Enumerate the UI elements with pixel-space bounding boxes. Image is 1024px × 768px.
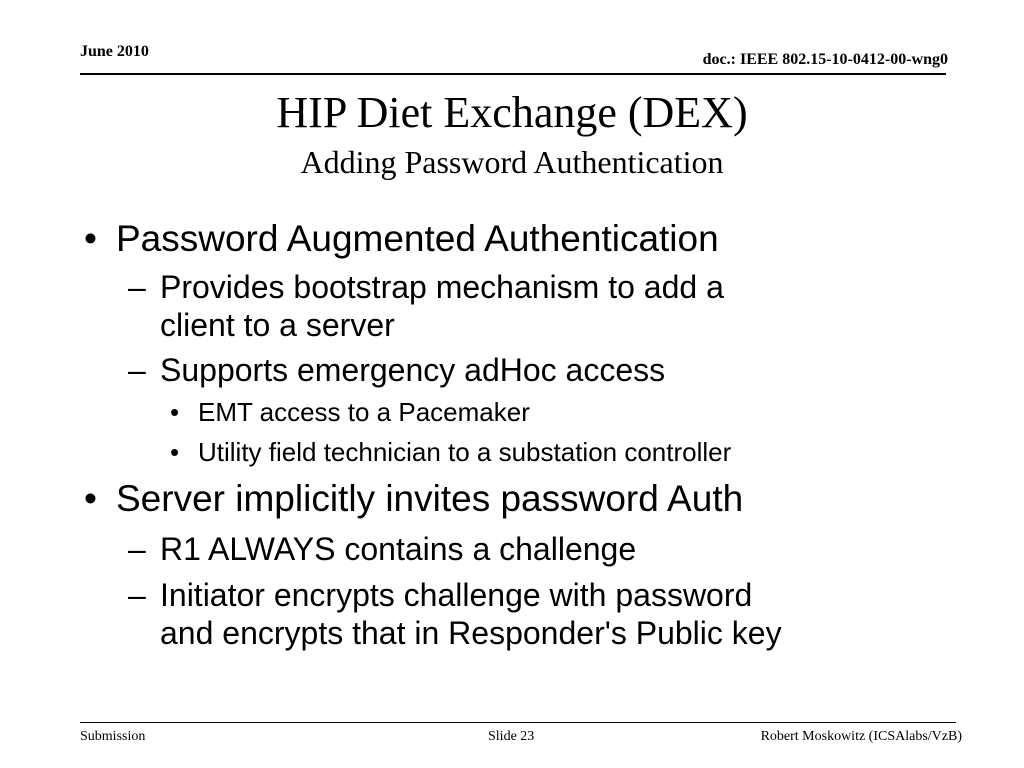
header-rule: [80, 73, 946, 75]
footer-rule: [80, 722, 956, 723]
dash-marker: –: [128, 531, 146, 567]
bullet-text: Supports emergency adHoc access: [160, 352, 666, 388]
bullet-marker: •: [170, 397, 180, 427]
bullet-text: and encrypts that in Responder's Public key: [160, 615, 782, 651]
subbullet-bootstrap-mechanism: [128, 268, 724, 306]
bullet-text: Server implicitly invites password Auth: [116, 478, 744, 519]
subsubbullet-utility-technician: [170, 436, 732, 468]
slide-title: HIP Diet Exchange (DEX): [276, 88, 748, 137]
bullet-text: Utility field technician to a substation controller: [198, 437, 732, 467]
bullet-text: Initiator encrypts challenge with password: [160, 577, 753, 613]
header-date: June 2010: [80, 43, 149, 60]
footer-slide-number: Slide 23: [488, 729, 535, 744]
bullet-marker: •: [84, 218, 97, 259]
bullet-server-invites-auth: [84, 478, 744, 520]
subsubbullet-emt-pacemaker: [170, 396, 530, 428]
footer-submission: Submission: [80, 729, 146, 744]
slide-subtitle: Adding Password Authentication: [300, 144, 724, 180]
dash-marker: –: [128, 577, 146, 613]
bullet-text: Password Augmented Authentication: [116, 218, 719, 259]
bullet-password-augmented-auth: [84, 218, 719, 260]
bullet-text: R1 ALWAYS contains a challenge: [160, 531, 637, 567]
bullet-marker: •: [170, 437, 180, 467]
subbullet-initiator-encrypts: [128, 576, 753, 614]
subbullet-initiator-encrypts-continued: [160, 614, 782, 652]
subbullet-emergency-adhoc: [128, 351, 666, 389]
dash-marker: –: [128, 269, 146, 305]
dash-marker: –: [128, 352, 146, 388]
bullet-marker: •: [84, 478, 97, 519]
bullet-text: EMT access to a Pacemaker: [198, 397, 530, 427]
subbullet-r1-challenge: [128, 530, 637, 568]
bullet-text: client to a server: [160, 307, 395, 343]
header-document-id: doc.: IEEE 802.15-10-0412-00-wng0: [702, 51, 948, 68]
subbullet-bootstrap-mechanism-continued: [160, 306, 395, 344]
footer-author: Robert Moskowitz (ICSAlabs/VzB): [760, 729, 962, 744]
bullet-text: Provides bootstrap mechanism to add a: [160, 269, 724, 305]
